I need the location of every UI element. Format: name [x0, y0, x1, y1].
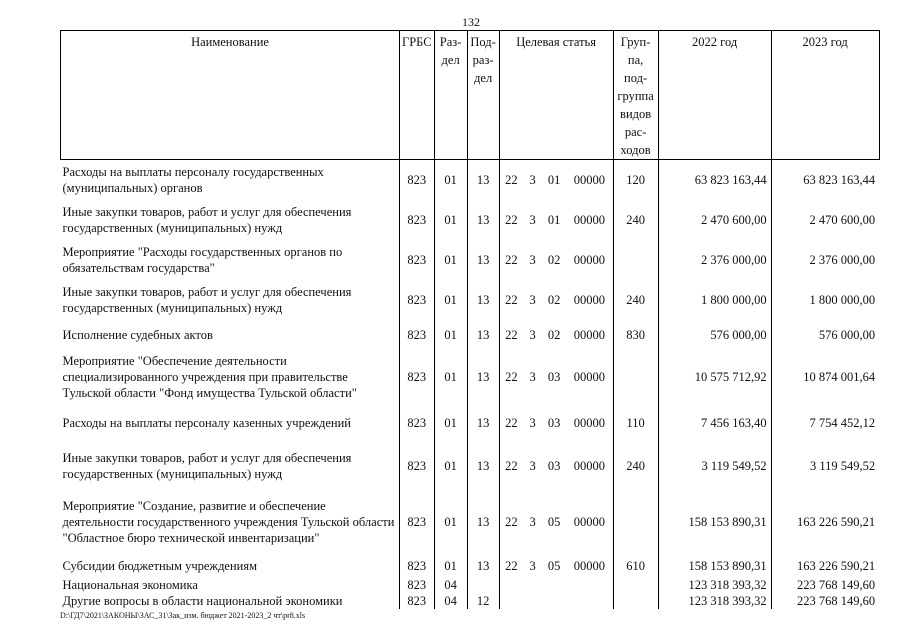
cell-rz: 01: [434, 403, 467, 443]
cell-rz: 01: [434, 240, 467, 280]
cell-t1: 22: [505, 212, 518, 227]
cell-grbs: 823: [400, 280, 435, 320]
page-number: 132: [462, 15, 480, 29]
cell-t2: 3: [529, 172, 536, 187]
cell-v2023: 163 226 590,21: [796, 558, 876, 573]
cell-name: Расходы на выплаты персоналу государственных (муниципальных) органов: [61, 160, 400, 200]
cell-t2: 3: [529, 328, 536, 342]
cell-v2023: 2 376 000,00: [809, 252, 876, 267]
cell-vr: 610: [613, 555, 658, 577]
cell-t2: 3: [529, 292, 536, 307]
table-row: [61, 489, 880, 555]
cell-t1: 22: [505, 252, 518, 267]
cell-t3: 02: [547, 252, 561, 267]
cell-t3: 01: [547, 172, 561, 187]
cell-pr: 13: [467, 489, 499, 555]
table-row: [61, 351, 880, 403]
cell-rz: 01: [434, 280, 467, 320]
cell-t2: 3: [529, 415, 536, 430]
cell-t4: 00000: [566, 351, 613, 403]
cell-t4: 00000: [566, 160, 613, 200]
cell-t4: 00000: [566, 200, 613, 240]
cell-rz: 01: [434, 351, 467, 403]
cell-t2: 3: [529, 514, 536, 529]
cell-v2023: 7 754 452,12: [809, 415, 876, 430]
header-2022: 2022 год: [658, 31, 771, 160]
cell-v2023: 2 470 600,00: [809, 212, 876, 227]
cell-v2023: 223 768 149,60: [796, 593, 876, 608]
cell-t4: [566, 577, 613, 593]
table-row: [61, 577, 880, 593]
cell-t2: 3: [529, 558, 536, 573]
cell-grbs: 823: [400, 240, 435, 280]
cell-v2022: 7 456 163,40: [658, 403, 771, 443]
cell-name: Другие вопросы в области национальной экономики: [61, 593, 400, 609]
cell-t3: 03: [547, 369, 561, 384]
table-row: [61, 280, 880, 320]
cell-t2: 3: [529, 458, 536, 473]
header-2023: 2023 год: [771, 31, 879, 160]
header-podrazdel: Под- раз- дел: [467, 31, 499, 160]
cell-rz: 01: [434, 555, 467, 577]
cell-t2: [523, 593, 542, 609]
table-row: [61, 160, 880, 200]
cell-t1: 22: [505, 172, 518, 187]
cell-v2022: 576 000,00: [658, 320, 771, 351]
cell-v2022: 1 800 000,00: [658, 280, 771, 320]
cell-t3: [542, 593, 566, 609]
cell-t2: 3: [529, 252, 536, 267]
cell-vr: [613, 351, 658, 403]
cell-v2023: 1 800 000,00: [809, 292, 876, 307]
cell-name: Исполнение судебных актов: [61, 320, 400, 351]
cell-grbs: 823: [400, 593, 435, 609]
file-path-footer: D:\ГД7\2021\ЗАКОНЫ\ЗАС_31\Зак_изм. бюджет 2021-2023_2 чт\pr8.xls: [60, 611, 306, 620]
cell-name: Субсидии бюджетным учреждениям: [61, 555, 400, 577]
table-row: [61, 555, 880, 577]
cell-t1: 22: [505, 328, 518, 342]
cell-v2022: 2 470 600,00: [658, 200, 771, 240]
cell-t3: 01: [547, 212, 561, 227]
cell-t3: 02: [547, 292, 561, 307]
cell-v2022: 158 153 890,31: [658, 555, 771, 577]
cell-v2023: 163 226 590,21: [796, 514, 876, 529]
cell-v2022: 2 376 000,00: [658, 240, 771, 280]
cell-v2022: 63 823 163,44: [658, 160, 771, 200]
cell-t2: 3: [529, 369, 536, 384]
table-row: [61, 443, 880, 489]
cell-t1: 22: [505, 458, 518, 473]
table-row: [61, 200, 880, 240]
cell-v2022: 123 318 393,32: [658, 593, 771, 609]
cell-rz: 01: [434, 443, 467, 489]
cell-name: Иные закупки товаров, работ и услуг для обеспечения государственных (муниципальных) нужд: [61, 443, 400, 489]
cell-grbs: 823: [400, 351, 435, 403]
cell-pr: 13: [467, 320, 499, 351]
cell-t4: [566, 593, 613, 609]
cell-v2022: 123 318 393,32: [658, 577, 771, 593]
cell-t1: 22: [505, 415, 518, 430]
cell-v2022: 158 153 890,31: [658, 489, 771, 555]
cell-v2022: 3 119 549,52: [658, 443, 771, 489]
cell-vr: [613, 577, 658, 593]
cell-grbs: 823: [400, 320, 435, 351]
cell-t1: 22: [505, 369, 518, 384]
cell-grbs: 823: [400, 200, 435, 240]
cell-t4: 00000: [566, 555, 613, 577]
cell-t3: 05: [547, 514, 561, 529]
cell-vr: 240: [613, 443, 658, 489]
cell-v2022: 10 575 712,92: [658, 351, 771, 403]
header-target: Целевая статья: [499, 31, 613, 160]
cell-name: Расходы на выплаты персоналу казенных учреждений: [61, 403, 400, 443]
cell-vr: 120: [613, 160, 658, 200]
header-razdel: Раз- дел: [434, 31, 467, 160]
cell-pr: 13: [467, 443, 499, 489]
cell-v2023: 63 823 163,44: [803, 172, 876, 187]
budget-table: [60, 30, 880, 609]
cell-t4: 00000: [566, 320, 613, 351]
cell-pr: 13: [467, 160, 499, 200]
cell-t2: 3: [529, 212, 536, 227]
cell-name: Иные закупки товаров, работ и услуг для обеспечения государственных (муниципальных) нужд: [61, 200, 400, 240]
cell-vr: 110: [613, 403, 658, 443]
cell-t3: [542, 577, 566, 593]
cell-grbs: 823: [400, 443, 435, 489]
cell-name: Иные закупки товаров, работ и услуг для обеспечения государственных (муниципальных) нужд: [61, 280, 400, 320]
cell-grbs: 823: [400, 160, 435, 200]
cell-t4: 00000: [566, 443, 613, 489]
cell-vr: 240: [613, 280, 658, 320]
cell-pr: 13: [467, 200, 499, 240]
cell-t4: 00000: [566, 403, 613, 443]
cell-vr: 830: [613, 320, 658, 351]
cell-vr: 240: [613, 200, 658, 240]
cell-rz: 01: [434, 489, 467, 555]
cell-vr: [613, 489, 658, 555]
cell-t3: 03: [547, 458, 561, 473]
cell-grbs: 823: [400, 403, 435, 443]
cell-name: Мероприятие "Обеспечение деятельности специализированного учреждения при правительстве Тульской области "Фонд имущества Тульской области": [61, 351, 400, 403]
cell-pr: 13: [467, 555, 499, 577]
cell-t1: [499, 577, 523, 593]
cell-t1: 22: [505, 292, 518, 307]
cell-t4: 00000: [566, 280, 613, 320]
table-row: [61, 320, 880, 351]
cell-name: Национальная экономика: [61, 577, 400, 593]
cell-t4: 00000: [566, 240, 613, 280]
cell-rz: 04: [434, 593, 467, 609]
cell-name: Мероприятие "Расходы государственных органов по обязательствам государства": [61, 240, 400, 280]
cell-pr: 13: [467, 240, 499, 280]
table-row: [61, 240, 880, 280]
header-grbs: ГРБС: [400, 31, 435, 160]
cell-grbs: 823: [400, 489, 435, 555]
cell-grbs: 823: [400, 577, 435, 593]
cell-pr: 12: [467, 593, 499, 609]
cell-pr: [467, 577, 499, 593]
cell-vr: [613, 240, 658, 280]
table-body: [61, 160, 880, 609]
cell-t3: 05: [547, 558, 561, 573]
cell-grbs: 823: [400, 555, 435, 577]
cell-v2023: 10 874 001,64: [803, 369, 876, 384]
cell-rz: 01: [434, 320, 467, 351]
cell-rz: 01: [434, 200, 467, 240]
cell-t3: 02: [547, 328, 561, 342]
cell-name: Мероприятие "Создание, развитие и обеспечение деятельности государственного учреждения Тульской области "Областное бюро технической инвентаризации": [61, 489, 400, 555]
cell-pr: 13: [467, 280, 499, 320]
cell-v2023: 3 119 549,52: [809, 458, 876, 473]
cell-v2023: 576 000,00: [818, 328, 876, 342]
cell-t1: 22: [505, 514, 518, 529]
cell-rz: 01: [434, 160, 467, 200]
cell-t1: [499, 593, 523, 609]
table-row: [61, 593, 880, 609]
header-group: Груп- па, под- группа видов рас- ходов: [613, 31, 658, 160]
cell-t3: 03: [547, 415, 561, 430]
cell-pr: 13: [467, 403, 499, 443]
cell-t2: [523, 577, 542, 593]
cell-t4: 00000: [566, 489, 613, 555]
cell-vr: [613, 593, 658, 609]
header-name: Наименование: [61, 31, 400, 160]
cell-rz: 04: [434, 577, 467, 593]
cell-t1: 22: [505, 558, 518, 573]
cell-pr: 13: [467, 351, 499, 403]
cell-v2023: 223 768 149,60: [796, 577, 876, 592]
table-row: [61, 403, 880, 443]
